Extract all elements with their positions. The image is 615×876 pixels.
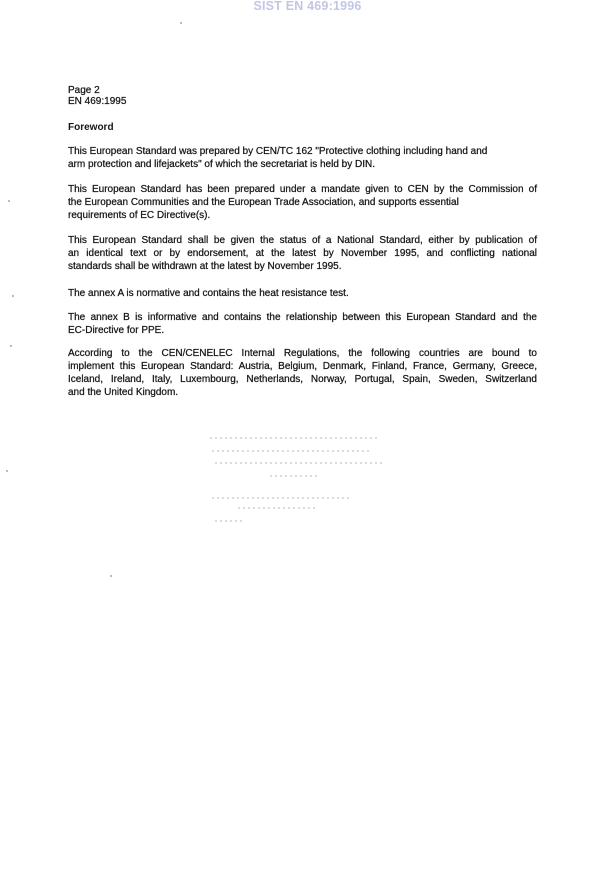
paragraph-line: This European Standard shall be given the status of a National Standard, either by publication of [68,235,537,246]
paragraph-line: standards shall be withdrawn at the latest by November 1995. [68,261,342,272]
paragraph-line: EC-Directive for PPE. [68,325,165,336]
paragraph-line: The annex A is normative and contains the heat resistance test. [68,288,349,299]
scan-speck [6,470,8,472]
paragraph-line: Iceland, Ireland, Italy, Luxembourg, Netherlands, Norway, Portugal, Spain, Sweden, Switzerland [68,374,537,385]
scan-speck [12,295,14,297]
section-heading: Foreword [68,122,114,133]
scan-speck [10,345,12,347]
watermark: SIST EN 469:1996 [253,0,362,13]
paragraph-line: implement this European Standard: Austria, Belgium, Denmark, Finland, France, Germany, Greece, [68,361,537,372]
scan-speck [110,575,112,577]
paragraph-line: the European Communities and the European Trade Association, and supports essential [68,197,459,208]
scan-speck [8,200,10,202]
document-id: EN 469:1995 [68,96,127,107]
paragraph-line: The annex B is informative and contains the relationship between this European Standard and the [68,312,537,323]
paragraph-line: According to the CEN/CENELEC Internal Regulations, the following countries are bound to [68,348,537,359]
faded-stamp [210,405,390,530]
paragraph-line: This European Standard was prepared by CEN/TC 162 "Protective clothing including hand and [68,146,488,157]
paragraph-line: arm protection and lifejackets" of which the secretariat is held by DIN. [68,159,376,170]
page-number: Page 2 [68,85,100,96]
scan-speck [180,22,182,24]
paragraph-line: This European Standard has been prepared under a mandate given to CEN by the Commission of [68,184,537,195]
paragraph-line: requirements of EC Directive(s). [68,210,211,221]
paragraph-line: an identical text or by endorsement, at the latest by November 1995, and conflicting national [68,248,537,259]
paragraph-line: and the United Kingdom. [68,387,179,398]
